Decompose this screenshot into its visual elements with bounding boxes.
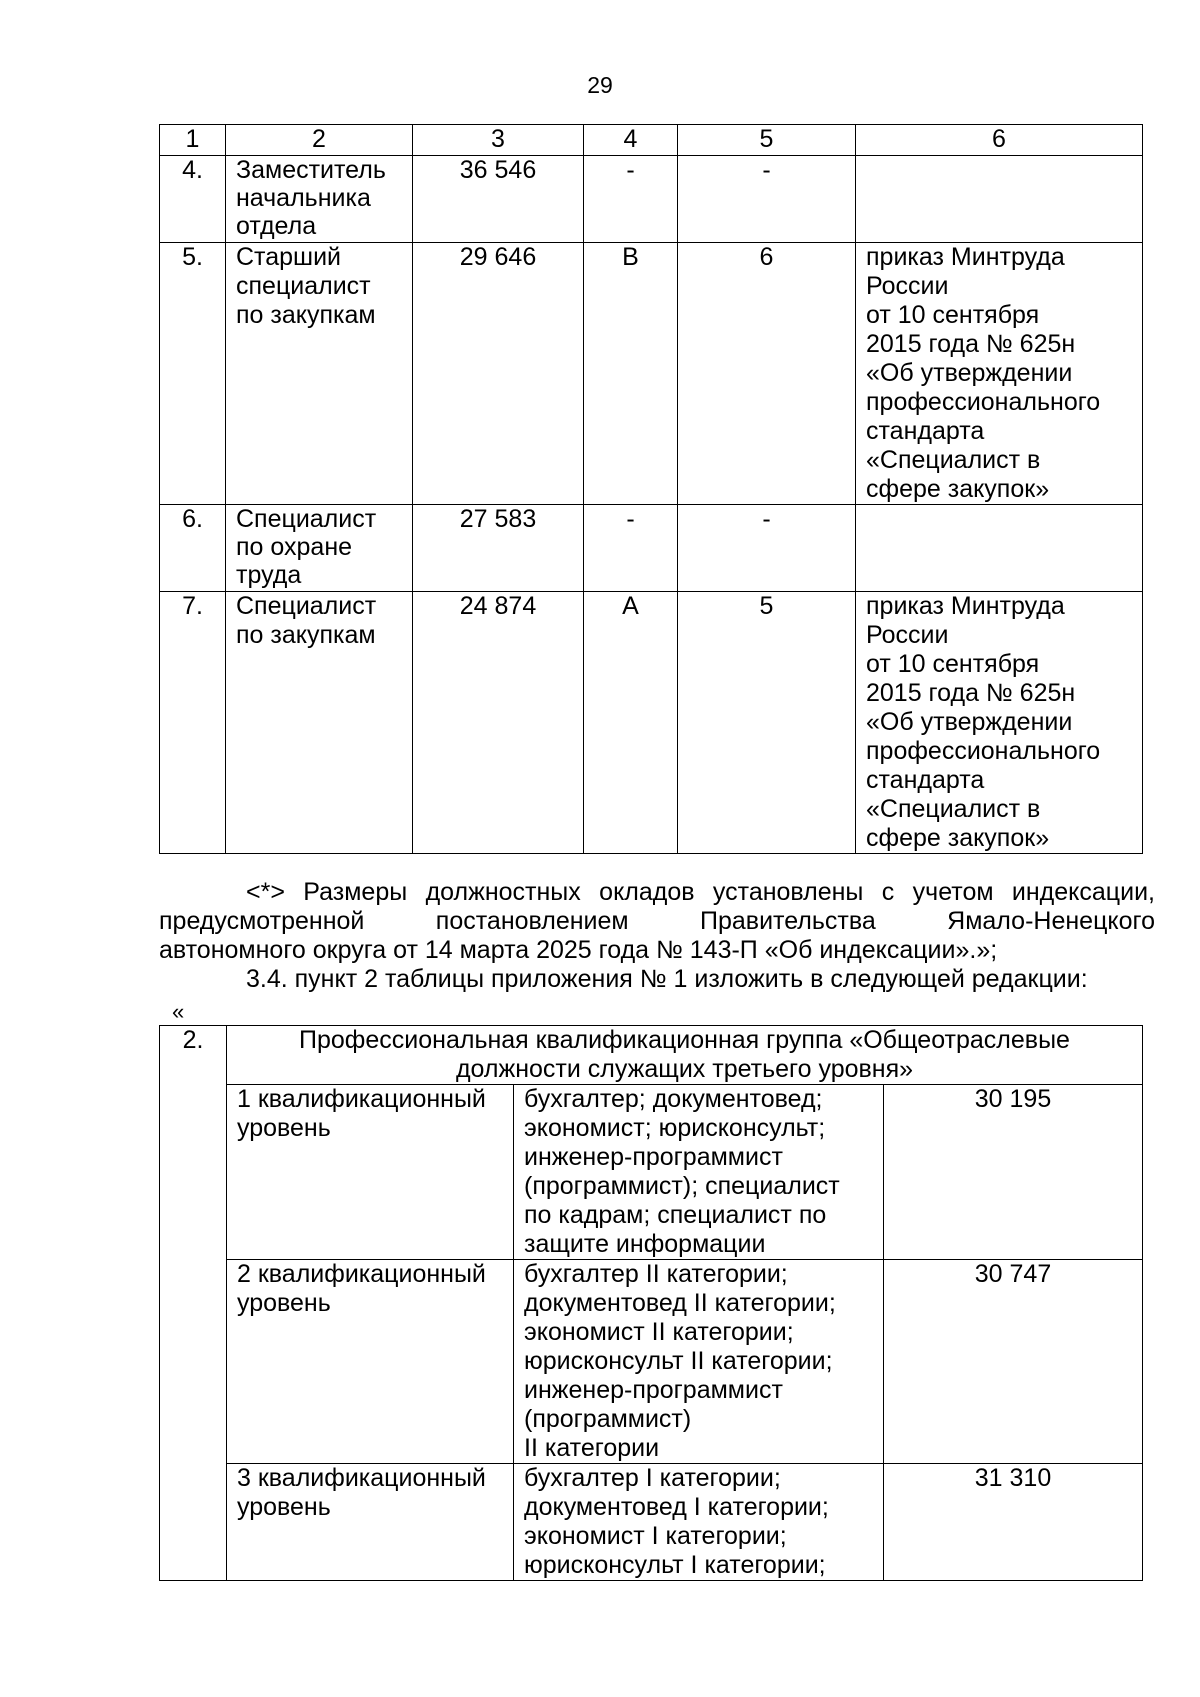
column-header: 1	[160, 125, 226, 156]
row-number: 7.	[160, 592, 226, 854]
position-title: Старший специалист по закупкам	[226, 243, 413, 505]
qualification-sublevel: -	[678, 156, 856, 243]
qualification-sublevel: -	[678, 505, 856, 592]
group-title: Профессиональная квалификационная группа «Общеотраслевые должности служащих третьего уровня»	[227, 1026, 1143, 1085]
column-header: 2	[226, 125, 413, 156]
page-number: 29	[587, 72, 613, 98]
column-header: 3	[413, 125, 584, 156]
positions-list: бухгалтер I категории; документовед I категории; экономист I категории; юрисконсульт I категории;	[514, 1464, 884, 1581]
qualification-sublevel: 6	[678, 243, 856, 505]
salary-value: 31 310	[884, 1464, 1143, 1581]
professional-standard	[856, 156, 1143, 243]
professional-standard: приказ Минтруда России от 10 сентября 2015 года № 625н «Об утверждении профессионального стандарта «Специалист в сфере закупок»	[856, 243, 1143, 505]
footnote-line: автономного округа от 14 марта 2025 года № 143-П «Об индексации».»;	[159, 936, 998, 964]
salary-value: 30 747	[884, 1260, 1143, 1464]
qualification-level: -	[584, 505, 678, 592]
footnote-line: <*> Размеры должностных окладов установлены с учетом индексации,	[246, 878, 1155, 906]
qualification-level: -	[584, 156, 678, 243]
table-row	[160, 505, 1143, 592]
table-row	[160, 1464, 1143, 1581]
row-number: 6.	[160, 505, 226, 592]
qualification-group-table	[159, 1025, 1143, 1581]
row-number: 4.	[160, 156, 226, 243]
qualification-level: В	[584, 243, 678, 505]
qualification-level: 3 квалификационный уровень	[227, 1464, 514, 1581]
column-header: 5	[678, 125, 856, 156]
group-header-row	[160, 1026, 1143, 1085]
table-row	[160, 1260, 1143, 1464]
table-row	[160, 592, 1143, 854]
position-title: Специалист по охране труда	[226, 505, 413, 592]
salary-value: 27 583	[413, 505, 584, 592]
row-number: 5.	[160, 243, 226, 505]
positions-table	[159, 124, 1143, 854]
qualification-level: 1 квалификационный уровень	[227, 1085, 514, 1260]
salary-value: 24 874	[413, 592, 584, 854]
position-title: Заместитель начальника отдела	[226, 156, 413, 243]
table-row	[160, 243, 1143, 505]
salary-value: 29 646	[413, 243, 584, 505]
table-row	[160, 156, 1143, 243]
column-header: 6	[856, 125, 1143, 156]
footnote-line: предусмотренной постановлением Правительства Ямало-Ненецкого	[159, 907, 1155, 935]
salary-value: 36 546	[413, 156, 584, 243]
table-header-row	[160, 125, 1143, 156]
column-header: 4	[584, 125, 678, 156]
salary-value: 30 195	[884, 1085, 1143, 1260]
positions-list: бухгалтер; документовед; экономист; юрисконсульт; инженер-программист (программист); специалист по кадрам; специалист по защите информации	[514, 1085, 884, 1260]
professional-standard	[856, 505, 1143, 592]
table-row	[160, 1085, 1143, 1260]
amendment-instruction: 3.4. пункт 2 таблицы приложения № 1 изложить в следующей редакции:	[246, 965, 1088, 993]
qualification-level: 2 квалификационный уровень	[227, 1260, 514, 1464]
opening-quote-mark: «	[172, 999, 185, 1024]
qualification-sublevel: 5	[678, 592, 856, 854]
positions-list: бухгалтер II категории; документовед II категории; экономист II категории; юрисконсульт II категории; инженер-программист (программист) II категории	[514, 1260, 884, 1464]
qualification-level: А	[584, 592, 678, 854]
row-number: 2.	[160, 1026, 227, 1581]
professional-standard: приказ Минтруда России от 10 сентября 2015 года № 625н «Об утверждении профессионального стандарта «Специалист в сфере закупок»	[856, 592, 1143, 854]
position-title: Специалист по закупкам	[226, 592, 413, 854]
